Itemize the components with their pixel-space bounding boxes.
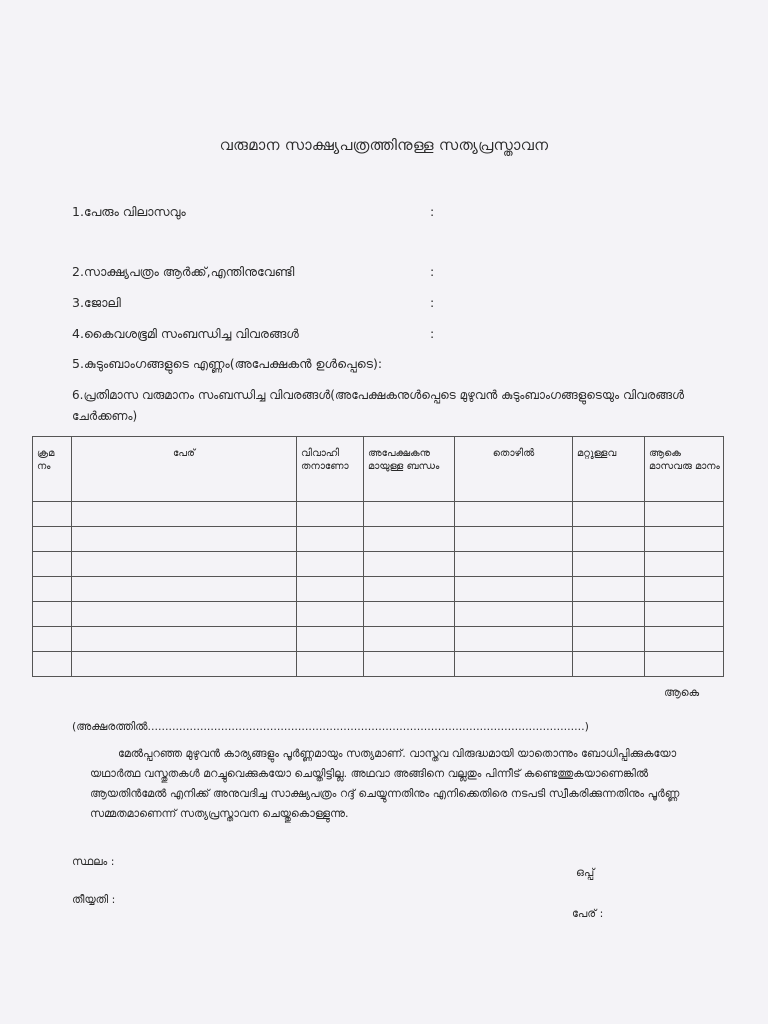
table-cell[interactable] xyxy=(455,652,573,677)
table-cell[interactable] xyxy=(33,527,72,552)
table-cell[interactable] xyxy=(645,652,724,677)
table-cell[interactable] xyxy=(297,552,364,577)
table-cell[interactable] xyxy=(645,602,724,627)
table-cell[interactable] xyxy=(33,552,72,577)
table-cell[interactable] xyxy=(297,577,364,602)
table-cell[interactable] xyxy=(72,527,297,552)
table-cell[interactable] xyxy=(573,552,645,577)
table-cell[interactable] xyxy=(455,627,573,652)
table-body xyxy=(33,502,724,677)
header-relation: അപേക്ഷകനു മായുള്ള ബന്ധം xyxy=(364,437,455,502)
form-title: വരുമാന സാക്ഷ്യപത്രത്തിനുള്ള സത്യപ്രസ്താവന xyxy=(219,136,549,154)
table-cell[interactable] xyxy=(364,527,455,552)
field-land-holding-label: 4.കൈവശഭൂമി സംബന്ധിച്ച വിവരങ്ങൾ xyxy=(72,326,299,341)
field-job-colon: : xyxy=(430,295,435,310)
header-occupation: തൊഴിൽ xyxy=(455,437,573,502)
table-cell[interactable] xyxy=(455,502,573,527)
table-cell[interactable] xyxy=(297,527,364,552)
family-income-table xyxy=(32,436,724,677)
place-label: സ്ഥലം : xyxy=(72,855,115,868)
table-cell[interactable] xyxy=(364,577,455,602)
table-row xyxy=(33,527,724,552)
table-cell[interactable] xyxy=(364,627,455,652)
table-cell[interactable] xyxy=(455,577,573,602)
table-cell[interactable] xyxy=(297,652,364,677)
table-cell[interactable] xyxy=(364,602,455,627)
field-purpose-colon: : xyxy=(430,264,435,279)
header-total-monthly-income: ആകെ മാസവരു മാനം xyxy=(645,437,724,502)
table-cell[interactable] xyxy=(72,602,297,627)
field-family-count-label: 5.കുടുംബാംഗങ്ങളുടെ എണ്ണം(അപേക്ഷകൻ ഉൾപ്പെടെ): xyxy=(72,356,383,371)
table-row xyxy=(33,652,724,677)
table-header-row xyxy=(33,437,724,502)
header-name: പേര് xyxy=(72,437,297,502)
date-label: തീയ്യതി : xyxy=(72,893,116,906)
amount-in-words-line: (അക്ഷരത്തിൽ.............................................................................................................................) xyxy=(72,720,589,733)
table-cell[interactable] xyxy=(573,627,645,652)
table-cell[interactable] xyxy=(297,602,364,627)
table-row xyxy=(33,502,724,527)
table-cell[interactable] xyxy=(33,602,72,627)
field-name-address-colon: : xyxy=(430,204,435,219)
table-cell[interactable] xyxy=(645,552,724,577)
table-cell[interactable] xyxy=(645,627,724,652)
table-cell[interactable] xyxy=(364,552,455,577)
header-others: മറ്റുള്ളവ xyxy=(573,437,645,502)
field-job-label: 3.ജോലി xyxy=(72,295,121,310)
field-land-holding-colon: : xyxy=(430,326,435,341)
table-cell[interactable] xyxy=(573,502,645,527)
table-row xyxy=(33,552,724,577)
table-cell[interactable] xyxy=(645,527,724,552)
table-cell[interactable] xyxy=(33,502,72,527)
table-row xyxy=(33,602,724,627)
table-cell[interactable] xyxy=(645,502,724,527)
table-cell[interactable] xyxy=(364,652,455,677)
total-label: ആകെ xyxy=(664,686,700,699)
table-cell[interactable] xyxy=(573,602,645,627)
header-serial-no: ക്രമ നം xyxy=(33,437,72,502)
monthly-income-question: 6.പ്രതിമാസ വരുമാനം സംബന്ധിച്ച വിവരങ്ങൾ(അപേക്ഷകനുൾപ്പെടെ മുഴുവൻ കുടുംബാംഗങ്ങളുടെയും വിവരങ്ങൾ ചേർക്കണം) xyxy=(72,388,684,423)
table-cell[interactable] xyxy=(455,602,573,627)
name-label: പേര് : xyxy=(572,907,604,920)
table-cell[interactable] xyxy=(72,552,297,577)
table-cell[interactable] xyxy=(33,652,72,677)
table-row xyxy=(33,577,724,602)
declaration-text: മേൽപ്പറഞ്ഞ മുഴുവൻ കാര്യങ്ങളും പൂർണ്ണമായും സത്യമാണ്. വാസ്തവ വിരുദ്ധമായി യാതൊന്നും ബോധിപ്പിക്കുകയോ യഥാർത്ഥ വസ്തുതകൾ മറച്ചുവെക്കുകയോ ചെയ്തിട്ടില്ല. അഥവാ അങ്ങിനെ വല്ലതും പിന്നീട് കണ്ടെത്തുകയാണെങ്കിൽ ആയതിൻമേൽ എനിക്ക് അനുവദിച്ച സാക്ഷ്യപത്രം റദ്ദ് ചെയ്യുന്നതിനും എനിക്കെതിരെ നടപടി സ്വീകരിക്കുന്നതിനും പൂർണ്ണ സമ്മതമാണെന്ന് സത്യപ്രസ്താവന ചെയ്തുകൊള്ളുന്നു. xyxy=(90,747,680,820)
table-cell[interactable] xyxy=(455,552,573,577)
table-row xyxy=(33,627,724,652)
field-name-address-label: 1.പേരും വിലാസവും xyxy=(72,204,186,219)
table-cell[interactable] xyxy=(72,652,297,677)
signature-label: ഒപ്പ് xyxy=(576,866,595,879)
table-cell[interactable] xyxy=(455,527,573,552)
table-cell[interactable] xyxy=(364,502,455,527)
table-cell[interactable] xyxy=(645,577,724,602)
table-cell[interactable] xyxy=(573,577,645,602)
table-cell[interactable] xyxy=(297,627,364,652)
table-cell[interactable] xyxy=(297,502,364,527)
header-married: വിവാഹി തനാണോ xyxy=(297,437,364,502)
table-cell[interactable] xyxy=(72,627,297,652)
table-cell[interactable] xyxy=(33,627,72,652)
table-cell[interactable] xyxy=(72,502,297,527)
table-cell[interactable] xyxy=(33,577,72,602)
field-purpose-label: 2.സാക്ഷ്യപത്രം ആർക്ക്,എന്തിനുവേണ്ടി xyxy=(72,264,295,279)
table-cell[interactable] xyxy=(573,652,645,677)
table-cell[interactable] xyxy=(72,577,297,602)
table-cell[interactable] xyxy=(573,527,645,552)
